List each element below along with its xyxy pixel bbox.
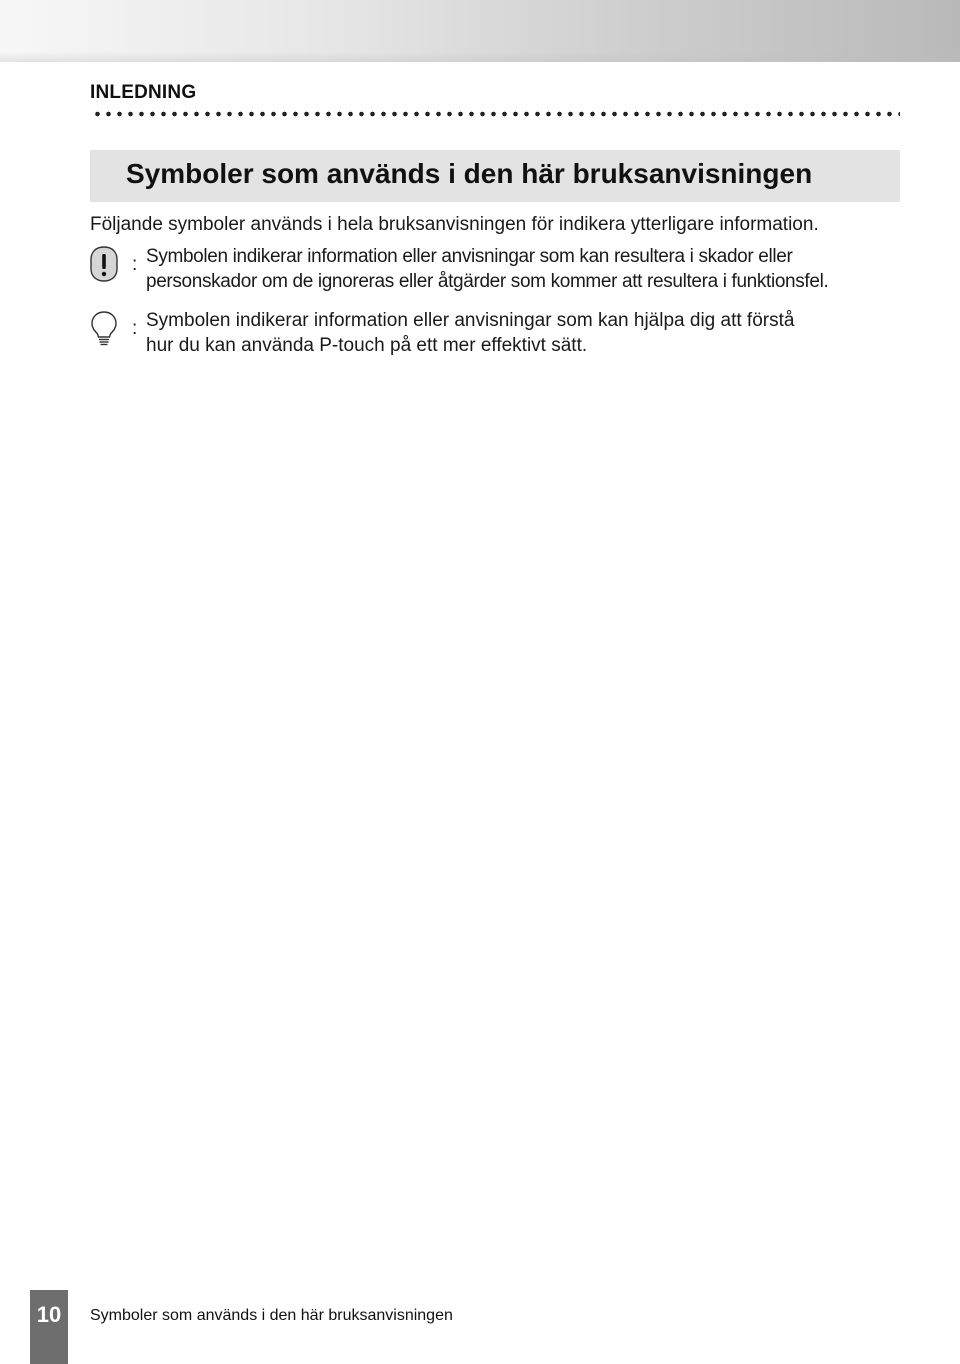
footer-title: Symboler som används i den här bruksanvisningen (90, 1307, 453, 1324)
tip-description (146, 308, 906, 358)
symbol-separator: : (132, 254, 138, 275)
symbol-separator: : (132, 318, 138, 339)
page-title: Symboler som används i den här bruksanvisningen (126, 158, 813, 189)
lightbulb-icon (88, 308, 120, 348)
page-tab (30, 1290, 68, 1364)
section-label: INLEDNING (90, 82, 197, 103)
warning-description-line: Symbolen indikerar information eller anvisningar som kan resultera i skador eller (146, 246, 793, 267)
tip-notice (88, 308, 900, 360)
title-box (90, 150, 900, 202)
tip-description-line: hur du kan använda P-touch på ett mer effektivt sätt. (146, 335, 588, 356)
warning-icon (88, 244, 120, 284)
warning-notice (88, 244, 900, 296)
tip-description-line: Symbolen indikerar information eller anvisningar som kan hjälpa dig att förstå (146, 310, 795, 331)
page-number: 10 (36, 1302, 62, 1327)
warning-description-line: personskador om de ignoreras eller åtgärder som kommer att resultera i funktionsfel. (146, 271, 829, 292)
intro-paragraph: Följande symboler används i hela bruksanvisningen för indikera ytterligare information. (90, 214, 819, 235)
warning-description (146, 244, 906, 294)
dotted-divider (92, 111, 900, 117)
header-band (0, 0, 960, 62)
